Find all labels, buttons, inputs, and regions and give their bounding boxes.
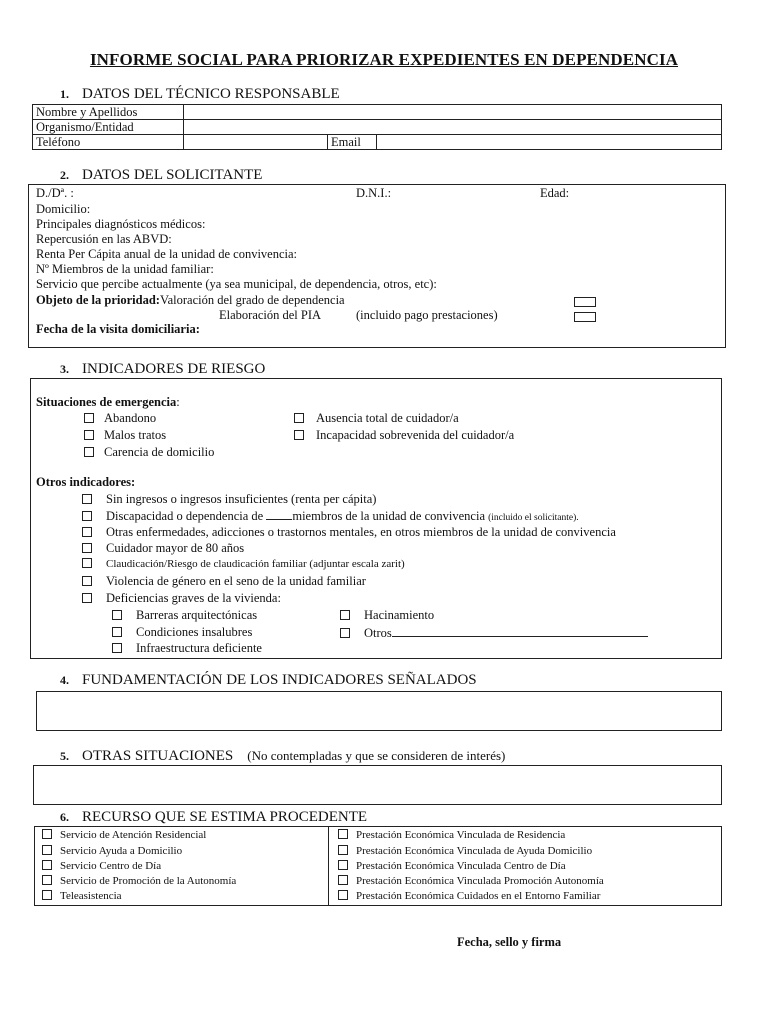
check-item[interactable] xyxy=(112,641,262,656)
checkbox-icon[interactable] xyxy=(42,829,52,839)
objeto-row xyxy=(36,293,345,308)
valoracion-checkbox[interactable] xyxy=(574,297,596,307)
section-title: DATOS DEL TÉCNICO RESPONSABLE xyxy=(82,86,340,102)
checkbox-icon[interactable] xyxy=(82,558,92,568)
section-6-heading xyxy=(60,809,367,826)
check-item[interactable] xyxy=(42,844,182,859)
emergencia-colon: : xyxy=(176,395,180,409)
check-item[interactable] xyxy=(338,874,604,889)
check-item[interactable] xyxy=(112,608,257,623)
check-label: Abandono xyxy=(104,411,157,425)
check-label: Prestación Económica Vinculada Promoción Autonomía xyxy=(356,875,604,887)
checkbox-icon[interactable] xyxy=(42,860,52,870)
check-item[interactable] xyxy=(338,828,565,843)
checkbox-icon[interactable] xyxy=(294,413,304,423)
fecha-visita-label: Fecha de la visita domiciliaria: xyxy=(36,322,200,336)
check-item[interactable] xyxy=(338,859,566,874)
table-row xyxy=(33,120,722,135)
check-label: Sin ingresos o ingresos insuficientes (renta per cápita) xyxy=(106,492,377,506)
check-label: Servicio Ayuda a Domicilio xyxy=(60,845,183,857)
section-title: RECURSO QUE SE ESTIMA PROCEDENTE xyxy=(82,809,368,825)
check-item[interactable] xyxy=(82,492,376,507)
objeto-option-valoracion: Valoración del grado de dependencia xyxy=(159,293,345,307)
check-label: Prestación Económica Vinculada de Ayuda Domicilio xyxy=(356,845,593,857)
emergencia-heading xyxy=(36,395,180,410)
checkbox-icon[interactable] xyxy=(82,543,92,553)
check-label: Prestación Económica Cuidados en el Entorno Familiar xyxy=(356,890,601,902)
checkbox-icon[interactable] xyxy=(82,511,92,521)
checkbox-icon[interactable] xyxy=(340,610,350,620)
otros-blank[interactable] xyxy=(392,625,648,637)
check-item[interactable] xyxy=(338,844,592,859)
check-item[interactable] xyxy=(84,428,166,443)
section-note: (No contempladas y que se consideren de interés) xyxy=(247,748,506,763)
section-number: 4. xyxy=(60,673,69,687)
check-label: Cuidador mayor de 80 años xyxy=(106,541,245,555)
renta-label: Renta Per Cápita anual de la unidad de convivencia: xyxy=(36,247,298,261)
check-label: Incapacidad sobrevenida del cuidador/a xyxy=(316,428,515,442)
check-item[interactable] xyxy=(82,541,244,556)
nombre-field[interactable] xyxy=(184,105,722,120)
check-item[interactable] xyxy=(294,428,514,443)
check-item[interactable] xyxy=(42,859,161,874)
check-item[interactable] xyxy=(84,445,214,460)
organismo-field[interactable] xyxy=(184,120,722,135)
objeto-option-pia-row xyxy=(219,308,321,323)
section-number: 3. xyxy=(60,362,69,376)
check-label: miembros de la unidad de convivencia xyxy=(292,509,485,523)
section-3-heading xyxy=(60,361,265,378)
check-label: Claudicación/Riesgo de claudicación familiar (adjuntar escala zarit) xyxy=(106,558,405,570)
check-item[interactable] xyxy=(112,625,252,640)
check-label: Ausencia total de cuidador/a xyxy=(316,411,459,425)
diagnosticos-label: Principales diagnósticos médicos: xyxy=(36,217,206,231)
tecnico-table xyxy=(32,104,722,150)
checkbox-icon[interactable] xyxy=(294,430,304,440)
check-item[interactable] xyxy=(84,411,156,426)
check-item[interactable] xyxy=(82,508,579,526)
section-1-heading xyxy=(60,86,340,103)
section-4-heading xyxy=(60,672,477,689)
section-title: FUNDAMENTACIÓN DE LOS INDICADORES SEÑALADOS xyxy=(82,672,477,688)
check-item[interactable] xyxy=(42,828,206,843)
check-item[interactable] xyxy=(82,525,616,540)
check-label: Violencia de género en el seno de la unidad familiar xyxy=(106,574,366,588)
checkbox-icon[interactable] xyxy=(82,593,92,603)
miembros-label: Nº Miembros de la unidad familiar: xyxy=(36,262,214,276)
recurso-divider xyxy=(328,826,329,906)
objeto-label: Objeto de la prioridad: xyxy=(36,293,160,307)
checkbox-icon[interactable] xyxy=(84,413,94,423)
emergencia-label: Situaciones de emergencia xyxy=(36,395,177,409)
check-label: Barreras arquitectónicas xyxy=(136,608,258,622)
section-number: 1. xyxy=(60,87,69,101)
checkbox-icon[interactable] xyxy=(112,610,122,620)
email-field[interactable] xyxy=(377,135,722,150)
checkbox-icon[interactable] xyxy=(112,643,122,653)
check-item[interactable] xyxy=(338,889,600,904)
checkbox-icon[interactable] xyxy=(82,576,92,586)
checkbox-icon[interactable] xyxy=(338,845,348,855)
check-label: Deficiencias graves de la vivienda: xyxy=(106,591,281,605)
check-label: Otras enfermedades, adicciones o trastornos mentales, en otros miembros de la unidad de convivencia xyxy=(106,525,616,539)
check-label: Otros xyxy=(364,626,392,640)
check-item[interactable] xyxy=(340,625,648,641)
check-label: Condiciones insalubres xyxy=(136,625,253,639)
check-item[interactable] xyxy=(340,608,434,623)
checkbox-icon[interactable] xyxy=(42,875,52,885)
otros-indicadores-label: Otros indicadores: xyxy=(36,475,136,489)
document-title: INFORME SOCIAL PARA PRIORIZAR EXPEDIENTES EN DEPENDENCIA xyxy=(89,50,679,69)
check-label: Prestación Económica Vinculada Centro de Día xyxy=(356,860,566,872)
don-label: D./Dª. : xyxy=(36,186,74,200)
section-title: DATOS DEL SOLICITANTE xyxy=(82,167,263,183)
section-2-heading xyxy=(60,167,262,184)
check-item[interactable] xyxy=(82,591,281,606)
section-number: 2. xyxy=(60,168,69,182)
objeto-option-pia: Elaboración del PIA xyxy=(219,308,322,322)
edad-label: Edad: xyxy=(540,186,570,200)
checkbox-icon[interactable] xyxy=(84,430,94,440)
check-label: Servicio de Promoción de la Autonomía xyxy=(60,875,237,887)
check-label: Hacinamiento xyxy=(364,608,435,622)
row-label: Nombre y Apellidos xyxy=(33,105,184,120)
check-item[interactable] xyxy=(82,557,405,572)
servicio-label: Servicio que percibe actualmente (ya sea municipal, de dependencia, otros, etc): xyxy=(36,277,437,291)
abvd-label: Repercusión en las ABVD: xyxy=(36,232,172,246)
table-row xyxy=(33,135,722,150)
email-label: Email xyxy=(328,135,377,150)
checkbox-icon[interactable] xyxy=(82,527,92,537)
check-label: Servicio Centro de Día xyxy=(60,860,162,872)
check-label: Servicio de Atención Residencial xyxy=(60,829,207,841)
miembros-blank[interactable] xyxy=(266,508,292,520)
checkbox-icon[interactable] xyxy=(338,890,348,900)
check-label: Prestación Económica Vinculada de Residencia xyxy=(356,829,566,841)
check-label: Teleasistencia xyxy=(60,890,122,902)
check-item[interactable] xyxy=(82,574,366,589)
section-5-heading xyxy=(60,748,505,765)
section-number: 6. xyxy=(60,810,69,824)
check-item[interactable] xyxy=(294,411,459,426)
check-item[interactable] xyxy=(42,889,122,904)
checkbox-icon[interactable] xyxy=(84,447,94,457)
telefono-field[interactable] xyxy=(184,135,328,150)
section-title: OTRAS SITUACIONES xyxy=(82,748,234,764)
firma-label: Fecha, sello y firma xyxy=(457,935,562,949)
checkbox-icon[interactable] xyxy=(338,829,348,839)
domicilio-label: Domicilio: xyxy=(36,202,91,216)
pia-checkbox[interactable] xyxy=(574,312,596,322)
row-label: Teléfono xyxy=(33,135,184,150)
checkbox-icon[interactable] xyxy=(340,628,350,638)
dni-label: D.N.I.: xyxy=(356,186,392,200)
check-note: (incluido el solicitante). xyxy=(488,513,579,523)
check-label: Infraestructura deficiente xyxy=(136,641,262,655)
fundamentacion-field[interactable] xyxy=(36,691,722,731)
checkbox-icon[interactable] xyxy=(112,627,122,637)
table-row xyxy=(33,105,722,120)
checkbox-icon[interactable] xyxy=(338,875,348,885)
checkbox-icon[interactable] xyxy=(42,845,52,855)
check-label: Carencia de domicilio xyxy=(104,445,215,459)
check-item[interactable] xyxy=(42,874,236,889)
section-number: 5. xyxy=(60,749,69,763)
pia-note: (incluido pago prestaciones) xyxy=(356,308,498,322)
checkbox-icon[interactable] xyxy=(338,860,348,870)
otras-situaciones-field[interactable] xyxy=(33,765,722,805)
section-title: INDICADORES DE RIESGO xyxy=(82,361,266,377)
checkbox-icon[interactable] xyxy=(42,890,52,900)
check-label: Discapacidad o dependencia de xyxy=(106,509,264,523)
checkbox-icon[interactable] xyxy=(82,494,92,504)
row-label: Organismo/Entidad xyxy=(33,120,184,135)
check-label: Malos tratos xyxy=(104,428,167,442)
